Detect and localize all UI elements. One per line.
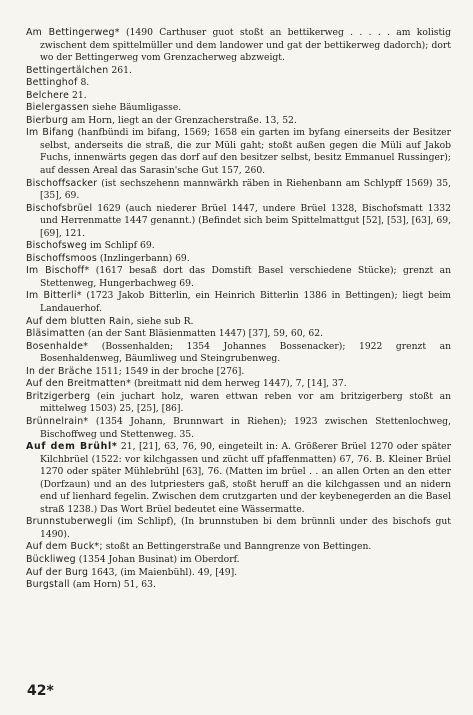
entry-text: (1723 Jakob Bitterlin, ein Heinrich Bitterlin 1386 in Bettingen); liegt beim Landauerhof. — [40, 290, 451, 315]
entry-headword: Im Bitterli* — [26, 290, 82, 302]
entry-text: (1617 besaß dort das Domstift Basel verschiedene Stücke); grenzt an Stettenweg, Hungerbachweg 69. — [40, 265, 451, 289]
index-entry — [26, 90, 451, 103]
index-entry — [26, 265, 451, 290]
entry-text: im Schlipf 69. — [87, 240, 155, 252]
index-entry — [26, 115, 451, 128]
entry-text: (1354 Johan Businat) im Oberdorf. — [75, 553, 240, 565]
entry-text: 1629 (auch niederer Brüel 1447, undere Brüel 1328, Bischofsmatt 1332 und Herrenmatte 1447 genannt.) (Befindet sich beim Spittelmattgut [52], [53], [63], 69, [69], 121. — [40, 202, 451, 239]
entry-text: 21, [21], 63, 76, 90, eingeteilt in: A. Größerer Brüel 1270 oder später Kilchbrüel (1522: vor kilchgassen und zücht uff pfaffenmatten) 67, 76. B. Kleiner Brüel 1270 oder später Mühlebrühl [63], 76. (Matten im brüel . . an allen Orten an den etter (Dorfzaun) und an des lutpriesters gaß, stoßt heruff an die kilchgassen und an nidern end uf lienhard fegelin. Zwischen dem crutzgarten und der keybenegerden an die Basel straß 1238.) Das Wort Brüel bedeutet eine Wässermatte. — [40, 441, 451, 515]
entry-headword: Brunnstuberwegli — [26, 516, 113, 528]
entry-headword: Am Bettingerweg* — [26, 27, 120, 38]
index-entry — [26, 77, 451, 90]
index-entry — [26, 203, 451, 241]
entry-text: (breitmatt nid dem herweg 1447), 7, [14], 37. — [131, 378, 347, 390]
entry-text: siehe Bäumligasse. — [89, 102, 182, 114]
index-entry — [26, 441, 451, 516]
index-entry — [26, 366, 451, 379]
entry-headword: Bischoffsmoos — [26, 252, 97, 264]
index-entry — [26, 541, 451, 554]
index-entry — [26, 127, 451, 177]
entry-headword: In der Bräche — [26, 365, 93, 377]
entry-headword: Auf dem Buck*; — [26, 541, 103, 553]
index-entry — [26, 579, 451, 592]
index-entry — [26, 178, 451, 203]
entry-headword: Auf dem Brühl* — [26, 441, 118, 453]
entry-headword: Bückliweg — [26, 553, 76, 565]
entry-headword: Bielergassen — [26, 102, 90, 114]
entry-headword: Bierburg — [26, 114, 69, 126]
index-entries — [26, 27, 451, 592]
index-entry — [26, 290, 451, 315]
entry-headword: Bischoffsacker — [26, 177, 98, 189]
entry-headword: Auf den Breitmatten* — [26, 378, 132, 390]
entry-text: (ein juchart holz, waren ettwan reben vor am britzigerberg stoßt an mittelweg 1503) 25, [25], [86]. — [40, 390, 451, 415]
index-entry — [26, 416, 451, 441]
entry-text: (hanfbündi im bifang, 1569; 1658 ein garten im byfang einerseits der Besitzer selbst, anderseits die straß, die zur Müli gaht; stoßt außen gegen die Müli auf Jakob Fuchs, innenwärts gegen das dorf auf den besitzer selbst, besitz Emmanuel Russinger); auf dessen Areal das Sarasin'sche Gut 157, 260. — [40, 127, 452, 177]
entry-headword: Belchere — [26, 89, 70, 101]
entry-text: (Inzlingerbann) 69. — [96, 252, 190, 264]
index-entry — [26, 65, 451, 78]
entry-headword: Im Bifang — [26, 127, 74, 139]
entry-text: (im Schlipf), (In brunnstuben bi dem brünnli under des bischofs gut 1490). — [40, 516, 451, 540]
entry-text: 261. — [108, 64, 132, 76]
entry-text: stoßt an Bettingerstraße und Banngrenze von Bettingen. — [102, 541, 372, 553]
index-entry — [26, 316, 451, 329]
index-entry — [26, 253, 451, 266]
entry-headword: Brünnelrain* — [26, 415, 89, 427]
index-entry — [26, 328, 451, 341]
entry-text: 1511; 1549 in der broche [276]. — [92, 365, 245, 377]
entry-headword: Bosenhalde* — [26, 340, 89, 352]
entry-text: (am Horn) 51, 63. — [69, 579, 156, 591]
entry-text: (1490 Carthuser guot stoßt an bettikerweg . . . . . am kolistig zwischent dem spittelmüller und dem landower und gat der bettikerweg dadorch); dort wo der Bettingerweg vom Grenzacherweg abzweigt. — [40, 27, 451, 64]
entry-headword: Bischofsweg — [26, 240, 88, 252]
index-entry — [26, 391, 451, 416]
entry-text: 1643, (im Maienbühl). 49, [49]. — [88, 566, 238, 578]
entry-headword: Bettingertälchen — [26, 64, 109, 76]
entry-headword: Bläsimatten — [26, 328, 85, 340]
entry-headword: Bischofsbrüel — [26, 202, 93, 214]
entry-headword: Britzigerberg — [26, 390, 91, 402]
index-entry — [26, 516, 451, 541]
entry-headword: Burgstall — [26, 579, 70, 591]
index-entry — [26, 378, 451, 391]
index-entry — [26, 567, 451, 580]
entry-text: 8. — [77, 77, 90, 89]
entry-text: (an der Sant Bläsienmatten 1447) [37], 59, 60, 62. — [84, 328, 324, 340]
index-entry — [26, 554, 451, 567]
entry-text: 21. — [69, 89, 87, 101]
index-entry — [26, 240, 451, 253]
entry-text: am Horn, liegt an der Grenzacherstraße. 13, 52. — [68, 114, 297, 126]
entry-text: (ist sechszehenn mannwärkh räben in Riehenbann am Schlypff 1569) 35, [35], 69. — [40, 177, 451, 202]
entry-text: siehe sub R. — [133, 315, 194, 327]
page-number: 42* — [27, 683, 54, 699]
index-entry — [26, 341, 451, 366]
entry-headword: Bettinghof — [26, 77, 78, 89]
entry-text: (1354 Johann, Brunnwart in Riehen); 1923 zwischen Stettenlochweg, Bischoffweg und Stettenweg. 35. — [40, 415, 451, 440]
entry-headword: Im Bischoff* — [26, 265, 90, 277]
index-entry — [26, 102, 451, 115]
entry-headword: Auf der Burg — [26, 566, 89, 578]
entry-headword: Auf dem blutten Rain, — [26, 315, 134, 327]
index-entry — [26, 27, 451, 65]
entry-text: (Bossenhalden; 1354 Johannes Bossenacker); 1922 grenzt an Bosenhaldenweg, Bäumliweg und Steingrubenweg. — [40, 340, 451, 365]
